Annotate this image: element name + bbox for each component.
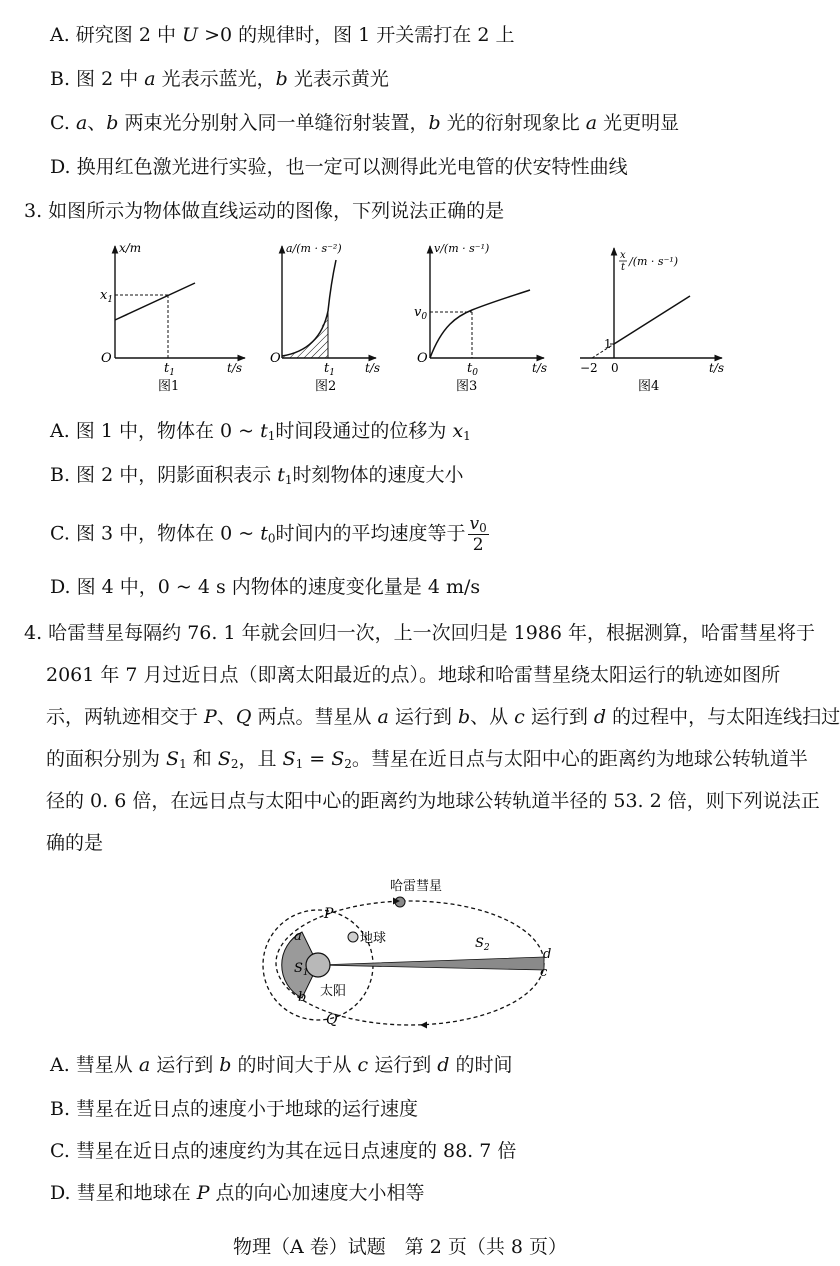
q4-stem-line4: 的面积分别为 $S_1$ 和 $S_2$，且 $S_1 = S_2$。彗星在近日点与太阳中心的距离约为地球公转轨道半: [46, 748, 808, 771]
g1-ytick: $x_1$: [100, 288, 114, 305]
g4-ylabel-num: x: [620, 250, 626, 261]
point-c-label: c: [540, 965, 548, 980]
point-d-label: d: [543, 947, 552, 962]
g3-origin: O: [417, 351, 428, 366]
point-p-label: P: [324, 906, 334, 922]
g3-xlabel: t/s: [532, 361, 548, 375]
average-velocity-fraction: $\frac{v_0}{2}$: [469, 514, 487, 555]
g3-caption: 图3: [456, 379, 478, 394]
sun-label: 太阳: [320, 984, 347, 999]
g3-ytick: $v_0$: [414, 305, 428, 322]
orbit-arrow-bottom: [420, 1022, 427, 1029]
g4-ylabel-den: t: [621, 262, 626, 273]
q2-option-c: C. a、b 两束光分别射入同一单缝衍射装置，b 光的衍射现象比 a 光更明显: [50, 112, 680, 134]
g4-xlabel: t/s: [709, 361, 725, 375]
g2-origin: O: [270, 351, 281, 366]
orbit-diagram: [260, 870, 570, 1040]
page-footer: 物理（A 卷）试题 第 2 页（共 8 页）: [232, 1236, 568, 1258]
g4-line: [614, 296, 690, 344]
point-b-label: b: [298, 990, 307, 1005]
q3-stem: 3. 如图所示为物体做直线运动的图像，下列说法正确的是: [24, 200, 505, 222]
s2-sector: [318, 957, 544, 970]
q3-graph3: [412, 238, 552, 398]
g2-xlabel: t/s: [365, 361, 381, 375]
sun: [306, 953, 330, 977]
q4-option-d: D. 彗星和地球在 P 点的向心加速度大小相等: [50, 1182, 425, 1204]
g1-ylabel: x/m: [119, 241, 142, 255]
s2-label: $S_2$: [475, 936, 490, 953]
q4-option-a: A. 彗星从 a 运行到 b 的时间大于从 c 运行到 d 的时间: [50, 1054, 513, 1076]
q4-stem-line3: 示，两轨迹相交于 P、Q 两点。彗星从 a 运行到 b、从 c 运行到 d 的过程中，与太阳连线扫过: [46, 706, 840, 728]
g1-origin: O: [101, 351, 112, 366]
g1-caption: 图1: [158, 379, 180, 394]
g4-caption: 图4: [638, 379, 660, 394]
q3-option-b: B. 图 2 中，阴影面积表示 $t_1$时刻物体的速度大小: [50, 464, 464, 487]
q3-graph2: [268, 238, 408, 398]
g2-shaded-area: [282, 311, 328, 358]
g4-ylabel-unit: /(m · s⁻¹): [629, 255, 679, 268]
g1-line: [115, 283, 195, 320]
q2-option-b: B. 图 2 中 a 光表示蓝光，b 光表示黄光: [50, 68, 389, 90]
g2-caption: 图2: [315, 379, 337, 394]
g4-xtick-neg: −2: [580, 361, 598, 375]
q2-option-a: A. 研究图 2 中 U >0 的规律时，图 1 开关需打在 2 上: [50, 24, 515, 46]
q3-graph4: [572, 238, 732, 398]
g1-xlabel: t/s: [227, 361, 243, 375]
point-q-label: Q: [326, 1012, 338, 1028]
s1-label: $S_1$: [294, 961, 309, 978]
q3-option-d: D. 图 4 中，0 ~ 4 s 内物体的速度变化量是 4 m/s: [50, 576, 481, 598]
q2-option-d: D. 换用红色激光进行实验，也一定可以测得此光电管的伏安特性曲线: [50, 156, 628, 178]
g1-xtick: $t_1$: [164, 361, 175, 378]
g3-xtick: $t_0$: [467, 361, 478, 378]
g2-xtick: $t_1$: [324, 361, 335, 378]
q4-stem-line6: 确的是: [46, 832, 104, 854]
q4-stem-line5: 径的 0. 6 倍，在远日点与太阳中心的距离约为地球公转轨道半径的 53. 2 倍，则下列说法正: [46, 790, 820, 812]
g3-ylabel: v/(m · s⁻¹): [434, 242, 490, 255]
q4-stem-line1: 4. 哈雷彗星每隔约 76. 1 年就会回归一次，上一次回归是 1986 年，根据测算，哈雷彗星将于: [24, 622, 816, 644]
q3-graph1: [90, 238, 260, 398]
earth: [348, 932, 358, 942]
q4-option-c: C. 彗星在近日点的速度约为其在远日点速度的 88. 7 倍: [50, 1140, 517, 1162]
comet-label: 哈雷彗星: [390, 879, 443, 894]
earth-label: 地球: [360, 931, 387, 946]
q3-option-c: C. 图 3 中，物体在 0 ~ $t_0$时间内的平均速度等于 $\frac{v_0}{2}$: [50, 514, 487, 555]
g4-ytick: 1: [604, 337, 612, 351]
q4-option-b: B. 彗星在近日点的速度小于地球的运行速度: [50, 1098, 419, 1120]
g2-ylabel: a/(m · s⁻²): [286, 242, 342, 255]
g3-curve: [430, 290, 530, 358]
q3-option-a: A. 图 1 中，物体在 0 ~ $t_1$时间段通过的位移为 $x_1$: [50, 420, 471, 443]
q4-stem-line2: 2061 年 7 月过近日点（即离太阳最近的点）。地球和哈雷彗星绕太阳运行的轨迹如图所: [46, 664, 781, 686]
point-a-label: a: [294, 929, 302, 944]
g4-xtick-zero: 0: [611, 361, 619, 375]
